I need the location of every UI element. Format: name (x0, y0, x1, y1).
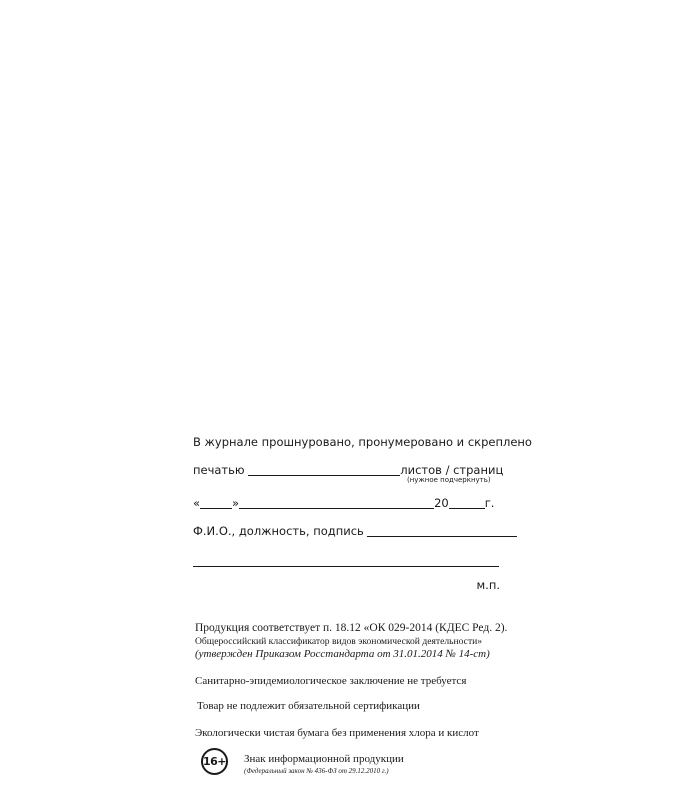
seal-prefix: печатью (193, 463, 245, 477)
seal-suffix: листов / страниц (400, 463, 504, 477)
age-rating-badge: 16+ (201, 748, 228, 775)
fio-label: Ф.И.О., должность, подпись (193, 524, 364, 538)
info-line-3: (утвержден Приказом Росстандарта от 31.01.2014 № 14-ст) (195, 648, 490, 660)
fio-field[interactable] (367, 526, 517, 537)
year-field[interactable] (449, 498, 485, 509)
eco-note: Экологически чистая бумага без применения хлора и кислот (195, 727, 479, 739)
info-sign-law: (Федеральный закон № 436-ФЗ от 29.12.2010 г.) (244, 767, 389, 775)
info-line-2: Общероссийский классификатор видов экономической деятельности» (195, 636, 483, 647)
extra-field[interactable] (193, 558, 499, 567)
sanitary-note: Санитарно-эпидемиологическое заключение не требуется (195, 675, 467, 687)
info-line-1: Продукция соответствует п. 18.12 «ОК 029-2014 (КДЕС Ред. 2). (195, 622, 508, 634)
date-quote-close: » (232, 496, 240, 510)
stamp-place: м.п. (476, 578, 500, 592)
info-sign-label: Знак информационной продукции (244, 753, 404, 765)
fio-line (193, 524, 517, 538)
seal-line (193, 463, 503, 477)
date-year: 20 (434, 496, 449, 510)
date-quote-open: « (193, 496, 201, 510)
binding-statement: В журнале прошнуровано, пронумеровано и скреплено (193, 435, 532, 449)
date-suffix: г. (484, 496, 495, 510)
seal-hint: (нужное подчеркнуть) (407, 476, 491, 484)
extra-line (193, 552, 499, 570)
certification-note: Товар не подлежит обязательной сертификации (197, 700, 420, 712)
day-field[interactable] (200, 498, 232, 509)
month-field[interactable] (239, 498, 434, 509)
date-line (193, 496, 494, 510)
sheet-count-field[interactable] (248, 465, 400, 476)
